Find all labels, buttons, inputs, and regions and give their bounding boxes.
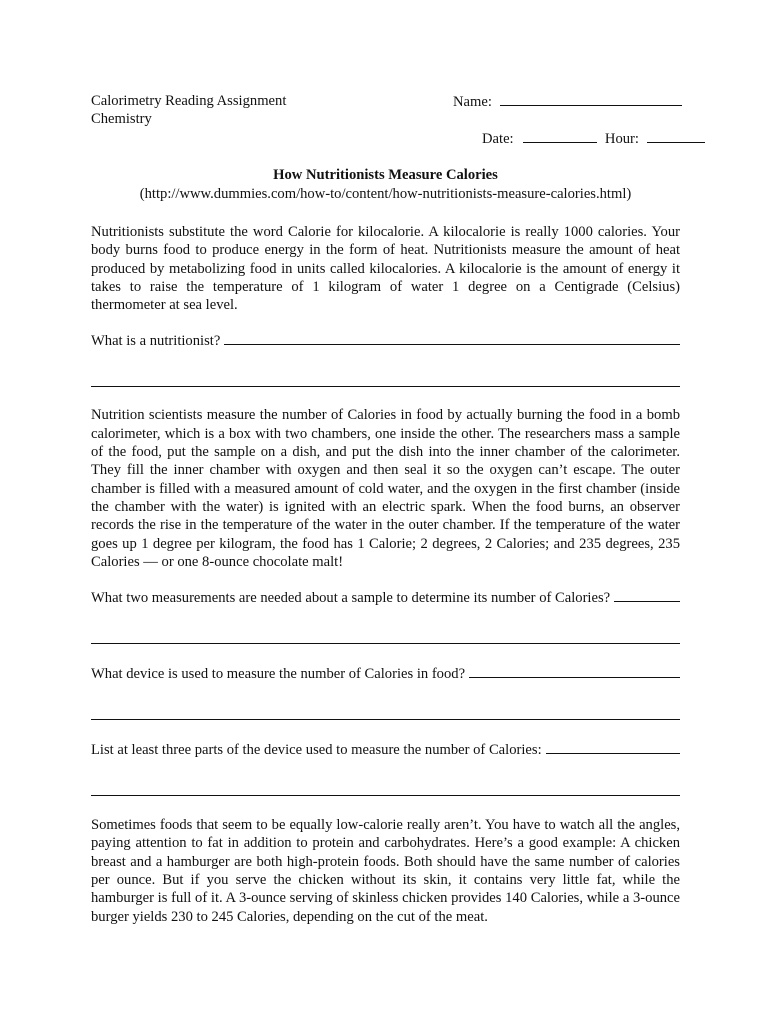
paragraph-bomb-calorimeter: Nutrition scientists measure the number of Calories in food by actually burning the food in a bomb calorimeter, which is a box with two chambers, one inside the other. The researchers mass a sample of the food, put the sample on a dish, and put the dish into the inner chamber of the calorimeter. They fill the inner chamber with oxygen and then seal it so the oxygen can’t escape. The outer chamber is filled with a measured amount of cold water, and the oxygen in the first chamber (inside the chamber with the water) is ignited with an electric spark. When the food burns, an observer records the rise in the temperature of the water in the outer chamber. If the temperature of the water goes up 1 degree per kilogram, the food has 1 Calorie; 2 degrees, 2 Calories; and 235 degrees, 235 Calories — or one 8-ounce chocolate malt! (91, 407, 680, 570)
hour-blank[interactable] (647, 129, 705, 143)
assignment-title: Calorimetry Reading Assignment (91, 93, 287, 109)
question-4-answer-line-2[interactable] (91, 794, 680, 796)
paragraph-low-calorie: Sometimes foods that seem to be equally low-calorie really aren’t. You have to watch all the angles, paying attention to fat in addition to protein and carbohydrates. Here’s a good example: A chicken breast and a hamburger are both high-protein foods. Both should have the same number of calories per ounce. But if you serve the chicken without its skin, it contains very little fat, while the hamburger is full of it. A 3-ounce serving of skinless chicken provides 140 Calories, while a 3-ounce burger yields 230 to 245 Calories, depending on the cut of the meat. (91, 817, 680, 925)
paragraph-intro: Nutritionists substitute the word Calorie for kilocalorie. A kilocalorie is really 1000 calories. Your body burns food to produce energy in the form of heat. Nutritionists measure the amount of heat produced by metabolizing food in units called kilocalories. A kilocalorie is the amount of energy it takes to raise the temperature of 1 kilogram of water 1 degree on a Centigrade (Celsius) thermometer at sea level. (91, 224, 680, 314)
question-1-answer-line-2[interactable] (91, 385, 680, 387)
question-2-answer-line[interactable] (614, 588, 680, 602)
name-blank[interactable] (500, 92, 682, 106)
date-hour-fields (482, 129, 705, 148)
article-title: How Nutritionists Measure Calories (273, 167, 498, 183)
question-1-text: What is a nutritionist? (91, 333, 221, 350)
question-2-answer-line-2[interactable] (91, 642, 680, 644)
question-4 (91, 740, 680, 759)
question-1-answer-line[interactable] (224, 331, 680, 345)
subject: Chemistry (91, 111, 152, 127)
question-3 (91, 664, 680, 683)
worksheet-page (91, 92, 680, 926)
question-3-text: What device is used to measure the number of Calories in food? (91, 666, 466, 683)
header-row-3 (91, 129, 680, 147)
question-2-text: What two measurements are needed about a sample to determine its number of Calories? (91, 590, 611, 607)
question-4-text: List at least three parts of the device used to measure the number of Calories: (91, 742, 542, 759)
question-1 (91, 331, 680, 350)
question-3-answer-line[interactable] (469, 664, 680, 678)
hour-label: Hour: (604, 131, 639, 147)
date-label: Date: (482, 131, 514, 147)
question-2 (91, 588, 680, 607)
header-row-2 (91, 110, 680, 128)
name-label: Name: (453, 94, 492, 110)
article-source: (http://www.dummies.com/how-to/content/how-nutritionists-measure-calories.html) (139, 186, 632, 202)
date-blank[interactable] (523, 129, 597, 143)
question-4-answer-line[interactable] (546, 740, 680, 754)
header-row-1 (91, 92, 680, 110)
name-field[interactable] (453, 92, 682, 111)
question-3-answer-line-2[interactable] (91, 718, 680, 720)
